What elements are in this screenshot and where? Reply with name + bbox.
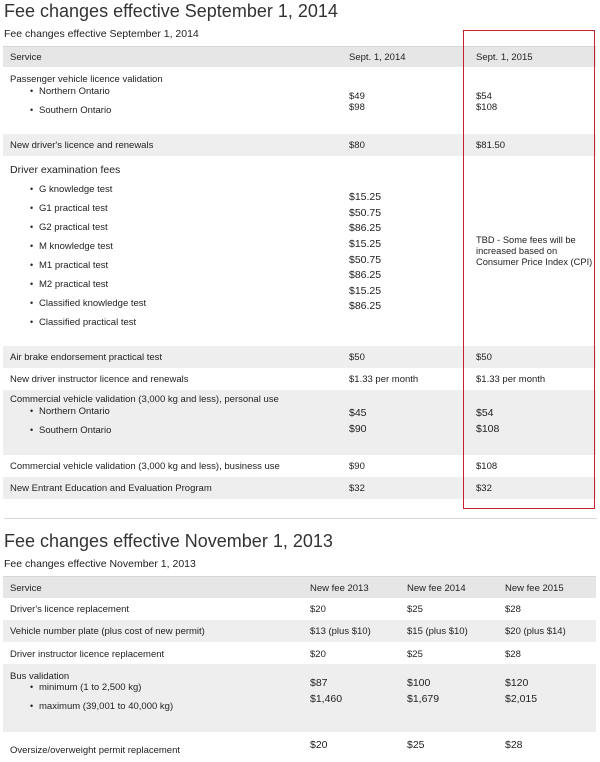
table-header <box>3 576 596 598</box>
row-label: Bus validation <box>10 671 70 682</box>
cell-value: $32 <box>349 483 365 494</box>
cell-value: $15 (plus $10) <box>407 626 468 637</box>
section2-title: Fee changes effective November 1, 2013 <box>4 531 333 551</box>
cell-value: $86.25 <box>349 269 382 281</box>
header-service: Service <box>10 583 42 594</box>
cell-value: $1,679 <box>407 693 440 705</box>
cell-value: $87 <box>310 677 328 689</box>
row-label: Driver examination fees <box>10 164 121 176</box>
row-label: Passenger vehicle licence validation <box>10 74 163 85</box>
cell-value: $86.25 <box>349 300 382 312</box>
cell-value: $2,015 <box>505 693 538 705</box>
cell-value: $20 <box>310 739 328 751</box>
cell-value: $54 <box>476 91 492 102</box>
cell-value: $100 <box>407 677 431 689</box>
fee-table-2013 <box>3 0 596 762</box>
table-row <box>3 598 596 620</box>
table-row <box>3 620 596 642</box>
cell-value: $1,460 <box>310 693 343 705</box>
cell-value: $25 <box>407 604 423 615</box>
cell-value: $108 <box>476 461 498 472</box>
cell-value: $20 (plus $14) <box>505 626 566 637</box>
cell-value: $28 <box>505 604 521 615</box>
sub-item: • Northern Ontario <box>39 86 110 97</box>
cell-value: $90 <box>349 461 365 472</box>
cell-value: $13 (plus $10) <box>310 626 371 637</box>
row-label: New Entrant Education and Evaluation Program <box>10 483 212 494</box>
cell-value: $32 <box>476 483 492 494</box>
row-label: Commercial vehicle validation (3,000 kg and less), business use <box>10 461 280 472</box>
cell-value: $50.75 <box>349 207 382 219</box>
row-label: Vehicle number plate (plus cost of new permit) <box>10 626 205 637</box>
row-label: Driver instructor licence replacement <box>10 649 165 660</box>
sub-item: • Classified knowledge test <box>39 298 146 309</box>
sub-item: • M2 practical test <box>39 279 108 290</box>
sub-item: • G1 practical test <box>39 203 108 214</box>
cell-value: $1.33 per month <box>349 374 419 385</box>
sub-item: • maximum (39,001 to 40,000 kg) <box>39 701 173 712</box>
cell-value: $28 <box>505 649 521 660</box>
table-row <box>3 664 596 732</box>
sub-item: • M1 practical test <box>39 260 108 271</box>
section1-caption: Fee changes effective September 1, 2014 <box>4 28 199 40</box>
sub-item: • M knowledge test <box>39 241 113 252</box>
cell-value: $81.50 <box>476 140 506 151</box>
cell-value: $50.75 <box>349 254 382 266</box>
sub-item: • G2 practical test <box>39 222 108 233</box>
header-service: Service <box>10 52 42 63</box>
row-label: Air brake endorsement practical test <box>10 352 163 363</box>
cell-value: $120 <box>505 677 529 689</box>
section1-title: Fee changes effective September 1, 2014 <box>4 1 338 21</box>
cell-value: $49 <box>349 91 365 102</box>
sub-item: • G knowledge test <box>39 184 112 195</box>
sub-item: • minimum (1 to 2,500 kg) <box>39 682 141 693</box>
table-row <box>3 732 596 762</box>
cell-value: $54 <box>476 407 494 419</box>
header-col2: Sept. 1, 2015 <box>476 52 533 63</box>
cell-value: $80 <box>349 140 365 151</box>
cell-value: $20 <box>310 649 326 660</box>
cell-value: $20 <box>310 604 326 615</box>
row-label: Driver's licence replacement <box>10 604 130 615</box>
row-label: New driver's licence and renewals <box>10 140 154 151</box>
sub-item: • Southern Ontario <box>39 105 111 116</box>
sub-item: • Classified practical test <box>39 317 136 328</box>
cell-value: $108 <box>476 423 500 435</box>
cell-value: $86.25 <box>349 222 382 234</box>
sub-item: • Northern Ontario <box>39 406 110 417</box>
cell-value: $25 <box>407 649 423 660</box>
cell-value: $15.25 <box>349 238 382 250</box>
table-row <box>3 642 596 664</box>
cell-value: $1.33 per month <box>476 374 546 385</box>
header-col2: New fee 2014 <box>407 583 466 594</box>
row-label: Commercial vehicle validation (3,000 kg and less), personal use <box>10 394 279 405</box>
tbd-note: TBD - Some fees will be increased based on Consumer Price Index (CPI) <box>476 235 593 267</box>
cell-value: $50 <box>476 352 492 363</box>
row-label: Oversize/overweight permit replacement <box>10 745 181 756</box>
row-label: New driver instructor licence and renewals <box>10 374 189 385</box>
section2-caption: Fee changes effective November 1, 2013 <box>4 558 196 570</box>
cell-value: $108 <box>476 102 498 113</box>
cell-value: $28 <box>505 739 523 751</box>
cell-value: $15.25 <box>349 285 382 297</box>
header-col3: New fee 2015 <box>505 583 564 594</box>
sub-item: • Southern Ontario <box>39 425 111 436</box>
header-col1: New fee 2013 <box>310 583 369 594</box>
cell-value: $15.25 <box>349 191 382 203</box>
cell-value: $45 <box>349 407 367 419</box>
cell-value: $25 <box>407 739 425 751</box>
header-col1: Sept. 1, 2014 <box>349 52 406 63</box>
cell-value: $98 <box>349 102 365 113</box>
cell-value: $90 <box>349 423 367 435</box>
cell-value: $50 <box>349 352 365 363</box>
